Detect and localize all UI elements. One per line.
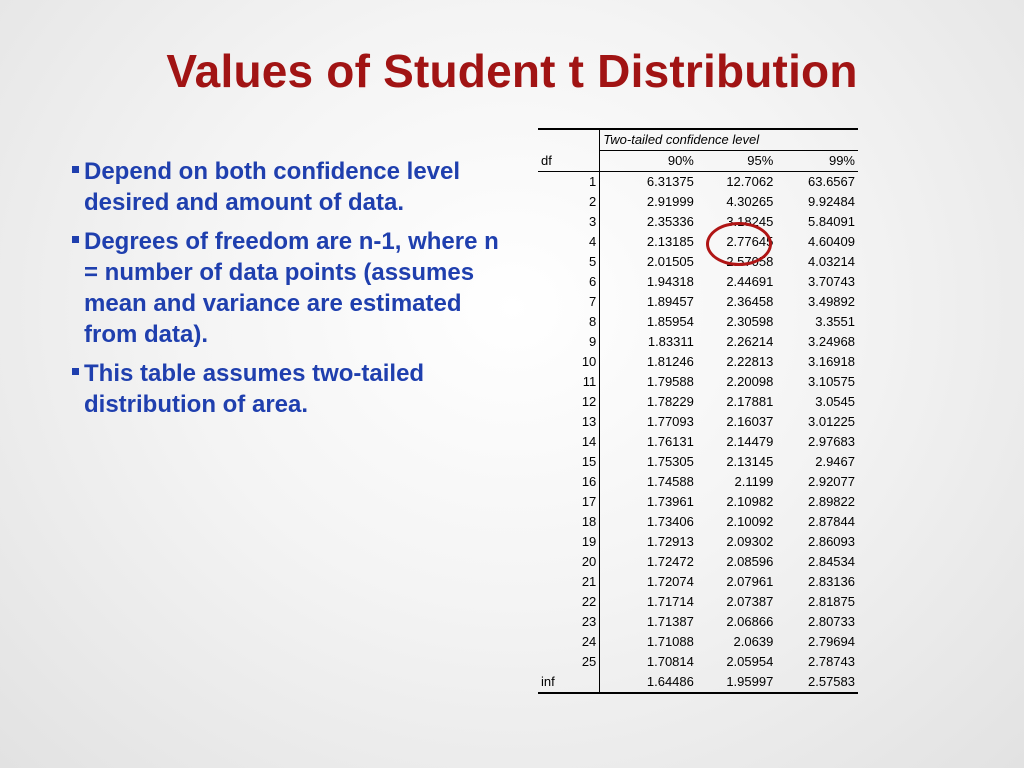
value-cell: 2.1199: [734, 474, 774, 489]
value-cell: 2.91999: [646, 194, 694, 209]
table-row: [538, 172, 858, 193]
table-row: [538, 632, 858, 652]
value-cell: 1.74588: [646, 474, 694, 489]
value-cell: 2.87844: [808, 514, 855, 529]
table-row: [538, 252, 858, 272]
value-cell: 3.01225: [808, 414, 855, 429]
value-cell: 2.92077: [808, 474, 855, 489]
table-row: [538, 612, 858, 632]
value-cell: 4.30265: [726, 194, 774, 209]
df-cell: 21: [538, 572, 600, 592]
value-cell: 2.97683: [808, 434, 855, 449]
value-cell: 2.07387: [726, 594, 774, 609]
table-row: [538, 352, 858, 372]
value-cell: 1.94318: [646, 274, 694, 289]
table-row: [538, 312, 858, 332]
value-cell: 2.13145: [726, 454, 774, 469]
bullet-text: Depend on both confidence level desired and amount of data.: [84, 158, 461, 216]
df-cell: 22: [538, 592, 600, 612]
table-row: [538, 472, 858, 492]
table-row: [538, 592, 858, 612]
value-cell: 1.76131: [646, 434, 694, 449]
table-row: [538, 452, 858, 472]
value-cell: 3.49892: [808, 294, 855, 309]
bullet-text: This table assumes two-tailed distribution of area.: [84, 360, 425, 418]
df-cell: 10: [538, 352, 600, 372]
value-cell: 2.0639: [733, 634, 774, 649]
value-cell: 2.81875: [808, 594, 855, 609]
table-row: [538, 412, 858, 432]
table-row: [538, 332, 858, 352]
value-cell: 1.72472: [646, 554, 694, 569]
df-cell: 14: [538, 432, 600, 452]
value-cell: 3.18245: [726, 214, 774, 229]
df-cell: 20: [538, 552, 600, 572]
df-cell: 11: [538, 372, 600, 392]
value-cell: 2.44691: [726, 274, 774, 289]
value-cell: 2.10092: [726, 514, 774, 529]
df-cell: 3: [538, 212, 600, 232]
table-row: [538, 492, 858, 512]
table-row: [538, 392, 858, 412]
value-cell: 2.06866: [726, 614, 774, 629]
value-cell: 2.57058: [726, 254, 774, 269]
value-cell: 3.70743: [808, 274, 855, 289]
value-cell: 2.77645: [726, 234, 774, 249]
value-cell: 2.22813: [726, 354, 774, 369]
bullet-item: [72, 226, 502, 350]
value-cell: 1.64486: [600, 672, 697, 693]
value-cell: 2.30598: [726, 314, 774, 329]
value-cell: 4.60409: [808, 234, 855, 249]
value-cell: 2.78743: [808, 654, 855, 669]
bullet-list: [72, 156, 502, 428]
value-cell: 1.72913: [646, 534, 694, 549]
value-cell: 1.83311: [647, 334, 694, 349]
value-cell: 2.84534: [808, 554, 855, 569]
df-cell: 6: [538, 272, 600, 292]
value-cell: 2.16037: [726, 414, 774, 429]
value-cell: 2.13185: [646, 234, 694, 249]
value-cell: 2.17881: [726, 394, 774, 409]
value-cell: 2.26214: [726, 334, 774, 349]
value-cell: 2.14479: [726, 434, 774, 449]
value-cell: 4.03214: [808, 254, 855, 269]
value-cell: 2.35336: [646, 214, 694, 229]
table-row: [538, 532, 858, 552]
value-cell: 2.07961: [726, 574, 774, 589]
value-cell: 2.79694: [808, 634, 855, 649]
value-cell: 2.80733: [808, 614, 855, 629]
df-cell: 25: [538, 652, 600, 672]
df-cell: 23: [538, 612, 600, 632]
table-row: [538, 212, 858, 232]
value-cell: 1.71387: [646, 614, 694, 629]
value-cell: 2.83136: [808, 574, 855, 589]
table-row: [538, 372, 858, 392]
df-cell: 8: [538, 312, 600, 332]
value-cell: 1.89457: [646, 294, 694, 309]
value-cell: 2.05954: [726, 654, 774, 669]
df-cell: inf: [538, 672, 600, 693]
value-cell: 2.09302: [726, 534, 774, 549]
value-cell: 1.71714: [646, 594, 694, 609]
table-row: [538, 512, 858, 532]
table-row: [538, 672, 858, 693]
value-cell: 2.9467: [815, 454, 855, 469]
value-cell: 1.73961: [646, 494, 694, 509]
df-cell: 17: [538, 492, 600, 512]
value-cell: 1.77093: [646, 414, 694, 429]
df-cell: 19: [538, 532, 600, 552]
table-row: [538, 652, 858, 672]
value-cell: 2.20098: [726, 374, 774, 389]
value-cell: 1.73406: [646, 514, 694, 529]
value-cell: 12.7062: [726, 174, 774, 189]
value-cell: 9.92484: [808, 194, 855, 209]
value-cell: 3.24968: [808, 334, 855, 349]
bullet-text: Degrees of freedom are n-1, where n = number of data points (assumes mean and variance are estimated from data).: [84, 228, 499, 348]
column-header: 99%: [776, 151, 858, 172]
column-header: 95%: [697, 151, 776, 172]
value-cell: 2.08596: [726, 554, 774, 569]
t-distribution-table: [538, 128, 858, 694]
value-cell: 63.6567: [808, 174, 855, 189]
value-cell: 2.57583: [776, 672, 858, 693]
df-cell: 18: [538, 512, 600, 532]
table-caption-row: [538, 129, 858, 151]
value-cell: 5.84091: [808, 214, 855, 229]
df-cell: 15: [538, 452, 600, 472]
value-cell: 2.36458: [726, 294, 774, 309]
table-row: [538, 292, 858, 312]
table-row: [538, 432, 858, 452]
value-cell: 1.70814: [646, 654, 694, 669]
table-row: [538, 192, 858, 212]
value-cell: 3.0545: [815, 394, 855, 409]
table-row: [538, 552, 858, 572]
df-cell: 16: [538, 472, 600, 492]
value-cell: 6.31375: [646, 174, 694, 189]
bullet-item: [72, 156, 502, 218]
value-cell: 2.10982: [726, 494, 774, 509]
table-row: [538, 232, 858, 252]
value-cell: 3.3551: [815, 314, 855, 329]
value-cell: 2.89822: [808, 494, 855, 509]
bullet-item: [72, 358, 502, 420]
value-cell: 3.16918: [808, 354, 855, 369]
df-cell: 1: [538, 172, 600, 193]
value-cell: 2.86093: [808, 534, 855, 549]
square-bullet-icon: [72, 368, 79, 375]
value-cell: 1.95997: [697, 672, 776, 693]
table-header-row: [538, 151, 858, 172]
table-corner-cell: [538, 129, 600, 151]
value-cell: 1.75305: [646, 454, 694, 469]
table-row: [538, 272, 858, 292]
df-cell: 24: [538, 632, 600, 652]
value-cell: 1.71088: [646, 634, 694, 649]
df-cell: 5: [538, 252, 600, 272]
df-cell: 12: [538, 392, 600, 412]
df-cell: 9: [538, 332, 600, 352]
df-cell: 2: [538, 192, 600, 212]
value-cell: 1.79588: [646, 374, 694, 389]
value-cell: 2.01505: [646, 254, 694, 269]
df-header: df: [538, 151, 600, 172]
value-cell: 1.81246: [646, 354, 694, 369]
slide-title: Values of Student t Distribution: [166, 45, 858, 97]
column-header: 90%: [600, 151, 697, 172]
value-cell: 3.10575: [808, 374, 855, 389]
df-cell: 4: [538, 232, 600, 252]
square-bullet-icon: [72, 236, 79, 243]
table-row: [538, 572, 858, 592]
value-cell: 1.78229: [646, 394, 694, 409]
df-cell: 13: [538, 412, 600, 432]
df-cell: 7: [538, 292, 600, 312]
value-cell: 1.72074: [646, 574, 694, 589]
value-cell: 1.85954: [646, 314, 694, 329]
square-bullet-icon: [72, 166, 79, 173]
table-caption: Two-tailed confidence level: [600, 129, 858, 151]
